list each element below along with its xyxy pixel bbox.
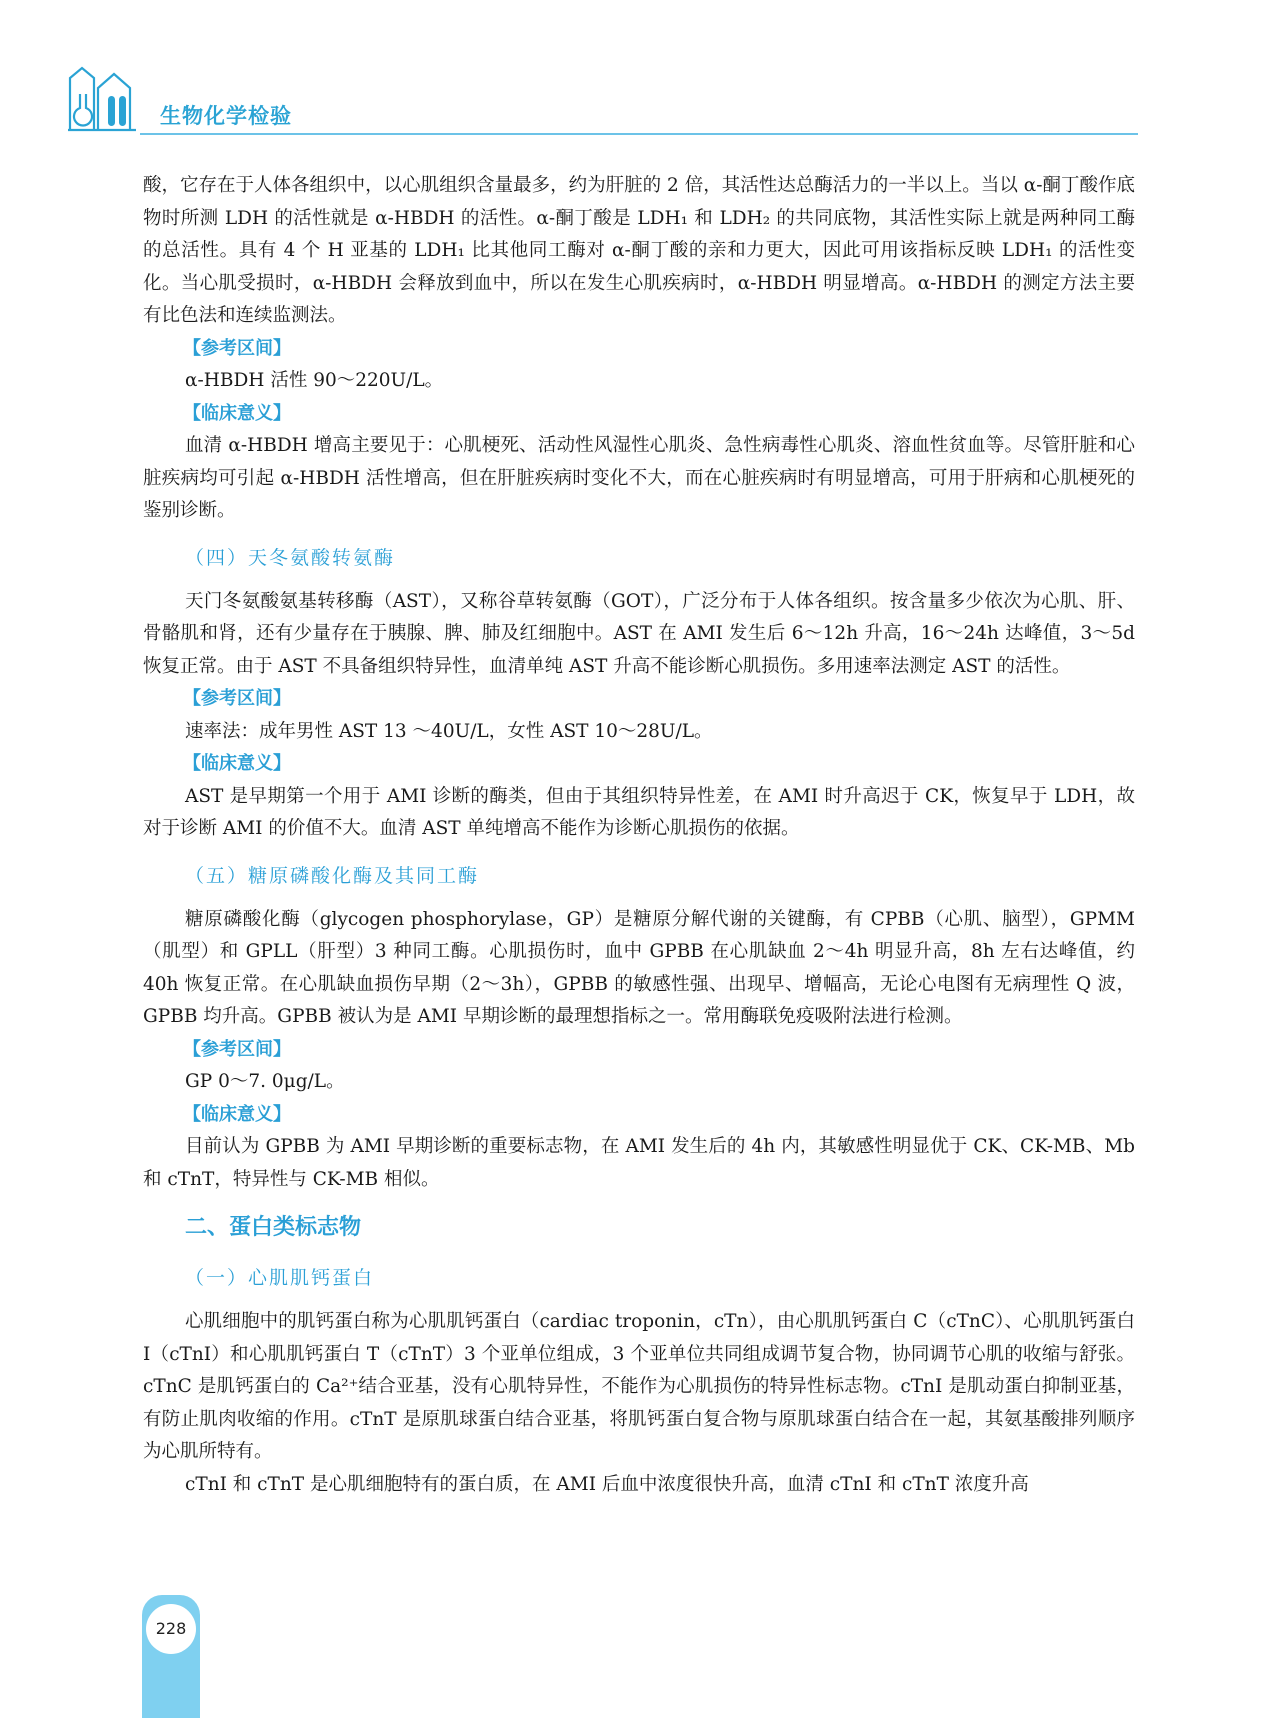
paragraph: AST 是早期第一个用于 AMI 诊断的酶类，但由于其组织特异性差，在 AMI 时升高迟于 CK，恢复早于 LDH，故对于诊断 AMI 的价值不大。血清 AST 单纯增高不能作为诊断心肌损伤的依据。 — [143, 785, 1135, 839]
reference-range-value: GP 0～7. 0μg/L。 — [185, 1071, 345, 1092]
subsection-heading: （五）糖原磷酸化酶及其同工酶 — [185, 864, 480, 887]
page-number: 228 — [146, 1604, 196, 1654]
page-header — [0, 0, 1275, 140]
lab-flask-logo-icon — [68, 64, 138, 132]
reference-range-heading: 【参考区间】 — [183, 1038, 291, 1060]
paragraph: 酸，它存在于人体各组织中，以心肌组织含量最多，约为肝脏的 2 倍，其活性达总酶活力的一半以上。当以 α-酮丁酸作底物时所测 LDH 的活性就是 α-HBDH 的活性。α-酮丁酸是 LDH₁ 和 LDH₂ 的共同底物，其活性实际上就是两种同工酶的总活性。具有 4 个 H 亚基的 LDH₁ 比其他同工酶对 α-酮丁酸的亲和力更大，因此可用该指标反映 LDH₁ 的活性变化。当心肌受损时，α-HBDH 会释放到血中，所以在发生心肌疾病时，α-HBDH 明显增高。α-HBDH 的测定方法主要有比色法和连续监测法。 — [143, 175, 1135, 326]
clinical-significance-heading: 【临床意义】 — [183, 753, 291, 774]
clinical-significance-heading: 【临床意义】 — [183, 402, 291, 424]
header-title: 生物化学检验 — [160, 104, 292, 128]
paragraph: 目前认为 GPBB 为 AMI 早期诊断的重要标志物，在 AMI 发生后的 4h 内，其敏感性明显优于 CK、CK-MB、Mb 和 cTnT，特异性与 CK-MB 相似。 — [143, 1136, 1135, 1190]
paragraph: 血清 α-HBDH 增高主要见于：心肌梗死、活动性风湿性心肌炎、急性病毒性心肌炎、溶血性贫血等。尽管肝脏和心脏疾病均可引起 α-HBDH 活性增高，但在肝脏疾病时变化不大，而在心脏疾病时有明显增高，可用于肝病和心肌梗死的鉴别诊断。 — [143, 435, 1135, 521]
subsection-heading: （一）心肌肌钙蛋白 — [185, 1267, 375, 1289]
reference-range-heading: 【参考区间】 — [183, 688, 291, 709]
section-heading: 二、蛋白类标志物 — [185, 1215, 362, 1240]
subsection-heading: （四）天冬氨酸转氨酶 — [185, 546, 396, 569]
page-body — [143, 170, 1135, 1501]
paragraph: 心肌细胞中的肌钙蛋白称为心肌肌钙蛋白（cardiac troponin，cTn），由心肌肌钙蛋白 C（cTnC）、心肌肌钙蛋白 I（cTnI）和心肌肌钙蛋白 T（cTnT）3 个亚单位组成，3 个亚单位共同组成调节复合物，协同调节心肌的收缩与舒张。cTnC 是肌钙蛋白的 Ca²⁺结合亚基，没有心肌特异性，不能作为心肌损伤的特异性标志物。cTnI 是肌动蛋白抑制亚基，有防止肌肉收缩的作用。cTnT 是原肌球蛋白结合亚基，将肌钙蛋白复合物与原肌球蛋白结合在一起，其氨基酸排列顺序为心肌所特有。 — [143, 1311, 1135, 1462]
reference-range-value: α-HBDH 活性 90～220U/L。 — [185, 370, 444, 391]
clinical-significance-heading: 【临床意义】 — [183, 1103, 291, 1125]
reference-range-heading: 【参考区间】 — [183, 337, 291, 359]
paragraph: 糖原磷酸化酶（glycogen phosphorylase，GP）是糖原分解代谢的关键酶，有 CPBB（心肌、脑型），GPMM（肌型）和 GPLL（肝型）3 种同工酶。心肌损伤时，血中 GPBB 在心肌缺血 2～4h 明显升高，8h 左右达峰值，约 40h 恢复正常。在心肌缺血损伤早期（2～3h），GPBB 的敏感性强、出现早、增幅高，无论心电图有无病理性 Q 波，GPBB 均升高。GPBB 被认为是 AMI 早期诊断的最理想指标之一。常用酶联免疫吸附法进行检测。 — [143, 908, 1135, 1027]
paragraph: 天门冬氨酸氨基转移酶（AST），又称谷草转氨酶（GOT），广泛分布于人体各组织。按含量多少依次为心肌、肝、骨骼肌和肾，还有少量存在于胰腺、脾、肺及红细胞中。AST 在 AMI 发生后 6～12h 升高，16～24h 达峰值，3～5d 恢复正常。由于 AST 不具备组织特异性，血清单纯 AST 升高不能诊断心肌损伤。多用速率法测定 AST 的活性。 — [143, 590, 1135, 677]
paragraph: cTnI 和 cTnT 是心肌细胞特有的蛋白质，在 AMI 后血中浓度很快升高，血清 cTnI 和 cTnT 浓度升高 — [185, 1473, 1029, 1495]
header-divider — [140, 133, 1138, 135]
reference-range-value: 速率法：成年男性 AST 13 ～40U/L，女性 AST 10～28U/L。 — [185, 720, 713, 742]
